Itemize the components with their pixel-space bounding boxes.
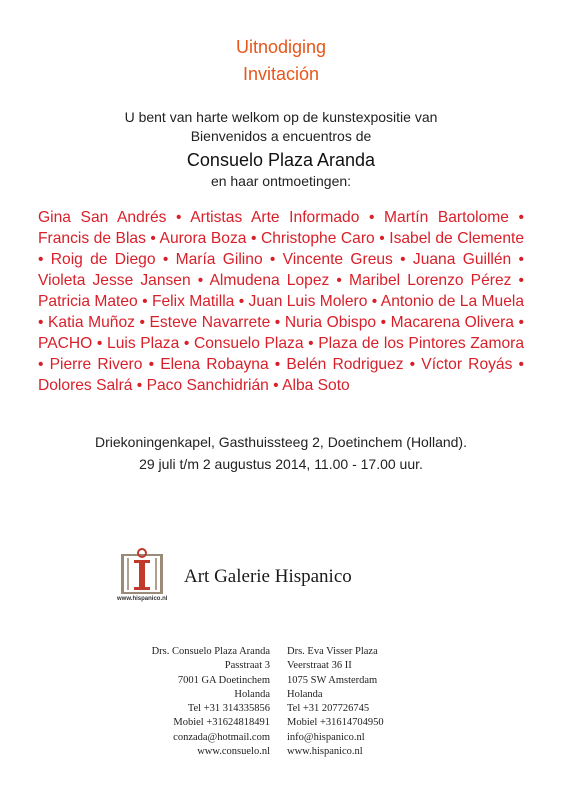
contact-block-eva bbox=[287, 645, 457, 759]
gallery-logo-icon bbox=[118, 548, 168, 598]
venue-address: Driekoningenkapel, Gasthuissteeg 2, Doetinchem (Holland). bbox=[95, 434, 467, 450]
featured-artist-name: Consuelo Plaza Aranda bbox=[186, 150, 376, 170]
intro-line-spanish: Bienvenidos a encuentros de bbox=[190, 128, 372, 144]
contact-email: info@hispanico.nl bbox=[287, 731, 365, 743]
contact-mobile: Mobiel +31624818491 bbox=[173, 717, 270, 729]
title-dutch: Uitnodiging bbox=[235, 37, 327, 57]
contact-name: Drs. Consuelo Plaza Aranda bbox=[151, 646, 270, 657]
contact-website: www.consuelo.nl bbox=[197, 746, 270, 758]
gallery-name: Art Galerie Hispanico bbox=[184, 566, 352, 587]
contact-block-consuelo bbox=[112, 645, 270, 759]
venue-dates: 29 juli t/m 2 augustus 2014, 11.00 - 17.00 uur. bbox=[139, 456, 423, 472]
title-spanish: Invitación bbox=[242, 64, 320, 84]
contact-street: Passtraat 3 bbox=[224, 660, 270, 672]
contact-city: 1075 SW Amsterdam bbox=[287, 674, 378, 686]
contact-mobile: Mobiel +31614704950 bbox=[287, 717, 384, 729]
contact-website: www.hispanico.nl bbox=[287, 746, 363, 758]
contact-street: Veerstraat 36 II bbox=[287, 660, 352, 672]
contact-city: 7001 GA Doetinchem bbox=[177, 674, 270, 686]
contact-name: Drs. Eva Visser Plaza bbox=[287, 646, 378, 657]
contact-country: Holanda bbox=[234, 688, 270, 700]
gallery-logo-url: www.hispanico.nl bbox=[117, 596, 168, 602]
contact-phone: Tel +31 314335856 bbox=[187, 703, 270, 715]
intro-line-dutch: U bent van harte welkom op de kunstexpositie van bbox=[124, 109, 438, 125]
intro-line-encounters: en haar ontmoetingen: bbox=[210, 173, 352, 189]
contact-email: conzada@hotmail.com bbox=[173, 731, 270, 743]
artists-list: Gina San Andrés • Artistas Arte Informado • Martín Bartolome • Francis de Blas • Aurora Boza • Christophe Caro • Isabel de Clemente • Roig de Diego • María Gilino • Vincente Greus • Juana Guillén • Violeta Jesse Jansen • Almudena Lopez • Maribel Lorenzo Pérez • Patricia Mateo • Felix Matilla • Juan Luis Molero • Antonio de La Muela • Katia Muñoz • Esteve Navarrete • Nuria Obispo • Macarena Olivera • PACHO • Luis Plaza • Consuelo Plaza • Plaza de los Pintores Zamora • Pierre Rivero • Elena Robayna • Belén Rodriguez • Víctor Royás • Dolores Salrá • Paco Sanchidrián • Alba Soto bbox=[38, 209, 524, 394]
contact-phone: Tel +31 207726745 bbox=[287, 703, 370, 715]
contact-country: Holanda bbox=[287, 688, 323, 700]
